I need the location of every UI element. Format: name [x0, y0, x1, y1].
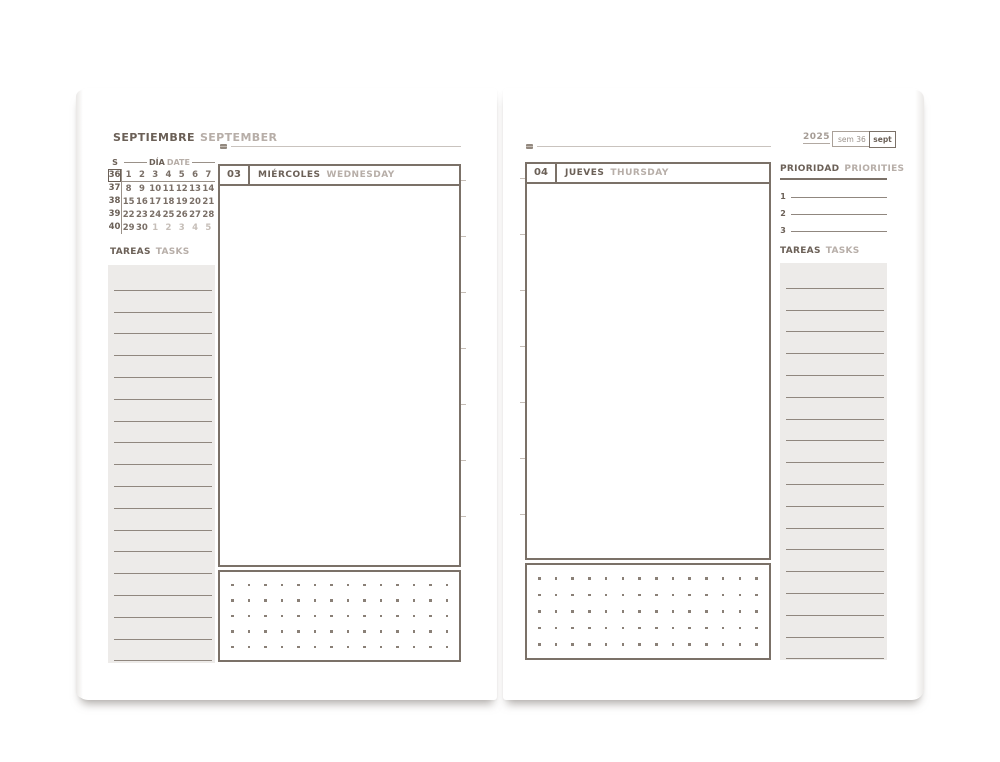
dot — [705, 594, 708, 597]
dot — [281, 630, 284, 633]
priorities-label-es: PRIORIDAD — [780, 164, 840, 174]
dot — [347, 615, 350, 618]
dot — [231, 615, 234, 618]
dot — [688, 643, 691, 646]
day-name — [250, 170, 395, 180]
dot — [380, 630, 383, 633]
calendar-day: 18 — [162, 196, 175, 207]
dot — [264, 646, 267, 649]
week-number: 40 — [108, 222, 121, 232]
dot — [655, 610, 658, 613]
ruled-line — [786, 638, 884, 660]
ruled-line — [786, 376, 884, 398]
left-page — [76, 88, 497, 700]
dot — [314, 584, 317, 587]
priorities-list — [780, 184, 887, 235]
dot — [413, 599, 416, 602]
week-number: 39 — [108, 209, 121, 219]
calendar-day: 7 — [205, 170, 212, 180]
dot — [571, 643, 574, 646]
dot — [571, 577, 574, 580]
week-number: 37 — [108, 183, 121, 193]
calendar-day: 27 — [189, 209, 201, 220]
dot — [638, 643, 641, 646]
dot — [446, 615, 449, 618]
header-dash — [124, 162, 147, 163]
calendar-day: 16 — [136, 196, 148, 207]
dot — [429, 584, 432, 587]
priority-row — [780, 201, 887, 218]
dot — [330, 646, 333, 649]
dot-grid-right — [525, 563, 771, 660]
dot — [538, 594, 541, 597]
calendar-day: 1 — [152, 222, 159, 233]
day-name — [557, 168, 669, 178]
dot-row — [538, 627, 758, 630]
dot — [638, 627, 641, 630]
priorities-label-en: PRIORITIES — [844, 164, 905, 174]
priority-line — [791, 197, 887, 198]
dot — [555, 594, 558, 597]
dot — [555, 627, 558, 630]
calendar-grid — [108, 169, 215, 234]
dot — [622, 627, 625, 630]
dot — [314, 646, 317, 649]
pen-icon — [220, 144, 227, 149]
calendar-day: 10 — [149, 183, 162, 194]
dot — [264, 615, 267, 618]
ruled-line — [114, 356, 212, 378]
dot — [363, 584, 366, 587]
dot — [446, 646, 449, 649]
calendar-day: 15 — [122, 196, 135, 207]
dot — [622, 610, 625, 613]
calendar-day: 5 — [205, 222, 212, 233]
ruled-line — [786, 529, 884, 551]
dot — [672, 610, 675, 613]
dot — [363, 615, 366, 618]
dot-grid-left — [218, 570, 461, 662]
dot — [755, 643, 758, 646]
dot — [538, 577, 541, 580]
dot-row — [538, 577, 758, 580]
priority-row — [780, 184, 887, 201]
ruled-line — [786, 616, 884, 638]
dot — [231, 584, 234, 587]
ruled-line — [786, 441, 884, 463]
dot — [380, 646, 383, 649]
dot — [555, 610, 558, 613]
dot — [264, 584, 267, 587]
page-edge-right — [915, 90, 924, 698]
month-title-en: SEPTEMBER — [199, 131, 278, 144]
dot-row — [231, 599, 448, 602]
calendar-day: 4 — [192, 222, 198, 233]
calendar-day: 2 — [138, 170, 145, 180]
calendar-day: 21 — [202, 196, 215, 207]
calendar-week-row — [108, 221, 215, 234]
dot — [446, 584, 449, 587]
dot — [655, 577, 658, 580]
dot — [297, 615, 300, 618]
right-page — [503, 88, 924, 700]
ruled-line — [786, 267, 884, 289]
dot — [755, 610, 758, 613]
ruled-line — [786, 332, 884, 354]
ruled-line — [786, 354, 884, 376]
dot — [722, 627, 725, 630]
dot — [363, 646, 366, 649]
calendar-week-row — [108, 208, 215, 221]
dot — [413, 646, 416, 649]
dot — [722, 594, 725, 597]
dot — [705, 610, 708, 613]
calendar-day: 12 — [175, 183, 188, 194]
dot — [638, 594, 641, 597]
dot — [363, 599, 366, 602]
year-label: 2025 — [803, 132, 831, 142]
month-abbr-label: sept — [869, 131, 896, 148]
day-header-es: DÍA — [149, 158, 165, 167]
dot — [363, 630, 366, 633]
calendar-day: 3 — [152, 170, 159, 180]
header-rule-right — [526, 144, 771, 149]
dot — [605, 610, 608, 613]
priorities-label — [780, 164, 904, 174]
dot — [248, 630, 251, 633]
week-tab — [832, 131, 895, 147]
priority-line — [791, 214, 887, 215]
calendar-day: 13 — [189, 183, 201, 194]
dot — [722, 643, 725, 646]
dot — [380, 615, 383, 618]
calendar-day: 17 — [149, 196, 162, 207]
dot — [347, 630, 350, 633]
hour-ticks — [461, 180, 466, 561]
dot — [297, 584, 300, 587]
dot-row — [538, 610, 758, 613]
dot — [314, 630, 317, 633]
dot — [231, 599, 234, 602]
dot — [605, 594, 608, 597]
week-number: 36 — [108, 169, 121, 180]
dot — [655, 627, 658, 630]
priority-number: 1 — [780, 192, 786, 201]
dot — [705, 643, 708, 646]
ruled-line — [114, 422, 212, 444]
tasks-label-en: TASKS — [825, 246, 860, 256]
priority-line — [791, 231, 887, 232]
dot — [380, 599, 383, 602]
dot — [264, 599, 267, 602]
ruled-line — [114, 618, 212, 640]
dot — [429, 630, 432, 633]
day-number: 03 — [220, 166, 250, 184]
dot — [672, 577, 675, 580]
dot — [248, 599, 251, 602]
dot — [588, 627, 591, 630]
hour-ticks — [520, 178, 525, 554]
ruled-line — [114, 552, 212, 574]
ruled-line — [114, 465, 212, 487]
calendar-day: 14 — [202, 183, 215, 194]
week-number: 38 — [108, 196, 121, 206]
dot — [347, 584, 350, 587]
month-title-es: SEPTIEMBRE — [113, 131, 195, 144]
tasks-area-left — [108, 265, 215, 663]
dot — [571, 627, 574, 630]
dot — [264, 630, 267, 633]
priority-number: 3 — [780, 226, 786, 235]
dot — [605, 643, 608, 646]
ruled-line — [114, 334, 212, 356]
calendar-day: 4 — [165, 170, 172, 180]
calendar-day: 24 — [149, 209, 162, 220]
calendar-day: 8 — [125, 183, 132, 194]
dot — [396, 599, 399, 602]
calendar-day: 20 — [189, 196, 201, 207]
dot — [688, 627, 691, 630]
dot — [314, 599, 317, 602]
dot — [231, 646, 234, 649]
dot — [622, 594, 625, 597]
dot — [571, 610, 574, 613]
day-name-en: WEDNESDAY — [326, 170, 395, 180]
dot — [739, 577, 742, 580]
dot — [413, 615, 416, 618]
calendar-day: 11 — [162, 183, 175, 194]
dot — [688, 594, 691, 597]
calendar-day: 1 — [125, 170, 132, 180]
calendar-day: 29 — [122, 222, 135, 233]
dot — [446, 630, 449, 633]
dot — [330, 584, 333, 587]
ruled-line — [786, 463, 884, 485]
calendar-week-row — [108, 169, 215, 182]
ruled-line — [114, 640, 212, 662]
dot — [413, 630, 416, 633]
dot — [622, 643, 625, 646]
dot — [297, 599, 300, 602]
dot — [380, 584, 383, 587]
dot — [446, 599, 449, 602]
day-box-thursday — [525, 162, 771, 560]
calendar-week-row — [108, 182, 215, 195]
dot — [739, 627, 742, 630]
ruled-line — [786, 594, 884, 616]
dot-row — [231, 646, 448, 649]
dot — [739, 610, 742, 613]
dot — [638, 577, 641, 580]
dot — [429, 599, 432, 602]
dot — [330, 615, 333, 618]
tasks-area-right — [780, 263, 887, 660]
dot — [588, 643, 591, 646]
ruled-line — [114, 291, 212, 313]
tasks-label-es: TAREAS — [110, 247, 151, 257]
dot — [281, 599, 284, 602]
dot — [622, 577, 625, 580]
rule-line — [231, 146, 461, 147]
dot — [739, 594, 742, 597]
dot — [588, 594, 591, 597]
ruled-line — [786, 398, 884, 420]
calendar-day: 23 — [136, 209, 148, 220]
ruled-line — [786, 420, 884, 442]
dot — [755, 577, 758, 580]
priorities-top-rule — [780, 178, 887, 180]
dot-row — [538, 594, 758, 597]
dot-row — [538, 643, 758, 646]
ruled-line — [114, 269, 212, 291]
ruled-line — [114, 378, 212, 400]
day-header-en: DATE — [166, 158, 190, 167]
day-header — [220, 166, 459, 186]
ruled-line — [114, 400, 212, 422]
calendar-day: 26 — [175, 209, 188, 220]
ruled-line — [114, 596, 212, 618]
calendar-day: 25 — [162, 209, 175, 220]
dot — [231, 630, 234, 633]
dot — [281, 584, 284, 587]
calendar-day: 22 — [122, 209, 135, 220]
dot — [396, 646, 399, 649]
calendar-week-row — [108, 195, 215, 208]
ruled-line — [114, 313, 212, 335]
dot — [588, 577, 591, 580]
mini-calendar — [108, 156, 215, 234]
day-number: 04 — [527, 164, 557, 182]
dot — [248, 584, 251, 587]
dot — [722, 610, 725, 613]
dot — [705, 577, 708, 580]
dot — [538, 643, 541, 646]
dot — [688, 610, 691, 613]
dot — [248, 646, 251, 649]
ruled-line — [786, 289, 884, 311]
dot — [538, 627, 541, 630]
calendar-day: 30 — [136, 222, 148, 233]
dot-row — [231, 615, 448, 618]
dot — [429, 646, 432, 649]
dot — [347, 646, 350, 649]
dot — [655, 643, 658, 646]
ruled-line — [786, 507, 884, 529]
day-header — [527, 164, 769, 184]
dot — [739, 643, 742, 646]
dot — [605, 577, 608, 580]
day-name-es: JUEVES — [565, 168, 605, 178]
dot — [330, 599, 333, 602]
calendar-day: 3 — [178, 222, 185, 233]
dot — [330, 630, 333, 633]
dot — [347, 599, 350, 602]
dot — [672, 627, 675, 630]
ruled-line — [786, 550, 884, 572]
calendar-day: 2 — [165, 222, 172, 233]
priority-number: 2 — [780, 209, 786, 218]
dot — [755, 627, 758, 630]
dot — [281, 646, 284, 649]
dot — [605, 627, 608, 630]
tasks-label-left — [110, 247, 190, 257]
dot — [555, 577, 558, 580]
header-rule-left — [220, 144, 461, 149]
dot — [555, 643, 558, 646]
tasks-label-en: TASKS — [155, 247, 190, 257]
dot — [297, 630, 300, 633]
dot — [672, 643, 675, 646]
ruled-line — [114, 531, 212, 553]
week-number-label: sem 36 — [838, 134, 866, 144]
ruled-line — [114, 443, 212, 465]
dot — [755, 594, 758, 597]
dot-row — [231, 630, 448, 633]
dot — [538, 610, 541, 613]
rule-line — [537, 146, 771, 147]
calendar-day: 5 — [178, 170, 185, 180]
page-edge-left — [76, 90, 83, 698]
dot — [688, 577, 691, 580]
tasks-label-es: TAREAS — [780, 246, 821, 256]
dot — [413, 584, 416, 587]
month-title — [113, 131, 277, 144]
ruled-line — [114, 574, 212, 596]
header-dash — [192, 162, 215, 163]
dot — [655, 594, 658, 597]
ruled-line — [114, 509, 212, 531]
dot — [571, 594, 574, 597]
calendar-day: 28 — [202, 209, 215, 220]
dot — [588, 610, 591, 613]
dot — [722, 577, 725, 580]
dot-row — [231, 584, 448, 587]
dot — [314, 615, 317, 618]
dot — [429, 615, 432, 618]
tasks-label-right — [780, 246, 860, 256]
calendar-day: 19 — [175, 196, 188, 207]
day-name-en: THURSDAY — [610, 168, 669, 178]
ruled-line — [786, 311, 884, 333]
calendar-day: 9 — [138, 183, 145, 194]
calendar-header — [108, 156, 215, 169]
dot — [705, 627, 708, 630]
ruled-line — [114, 487, 212, 509]
priority-row — [780, 218, 887, 235]
week-column-header: S — [112, 158, 118, 167]
dot — [248, 615, 251, 618]
dot — [638, 610, 641, 613]
dot — [297, 646, 300, 649]
ruled-line — [786, 485, 884, 507]
day-box-wednesday — [218, 164, 461, 567]
ruled-line — [786, 572, 884, 594]
calendar-day: 6 — [192, 170, 198, 180]
dot — [396, 630, 399, 633]
pen-icon — [526, 144, 533, 149]
dot — [396, 584, 399, 587]
dot — [396, 615, 399, 618]
dot — [672, 594, 675, 597]
dot — [281, 615, 284, 618]
day-name-es: MIÉRCOLES — [258, 170, 321, 180]
